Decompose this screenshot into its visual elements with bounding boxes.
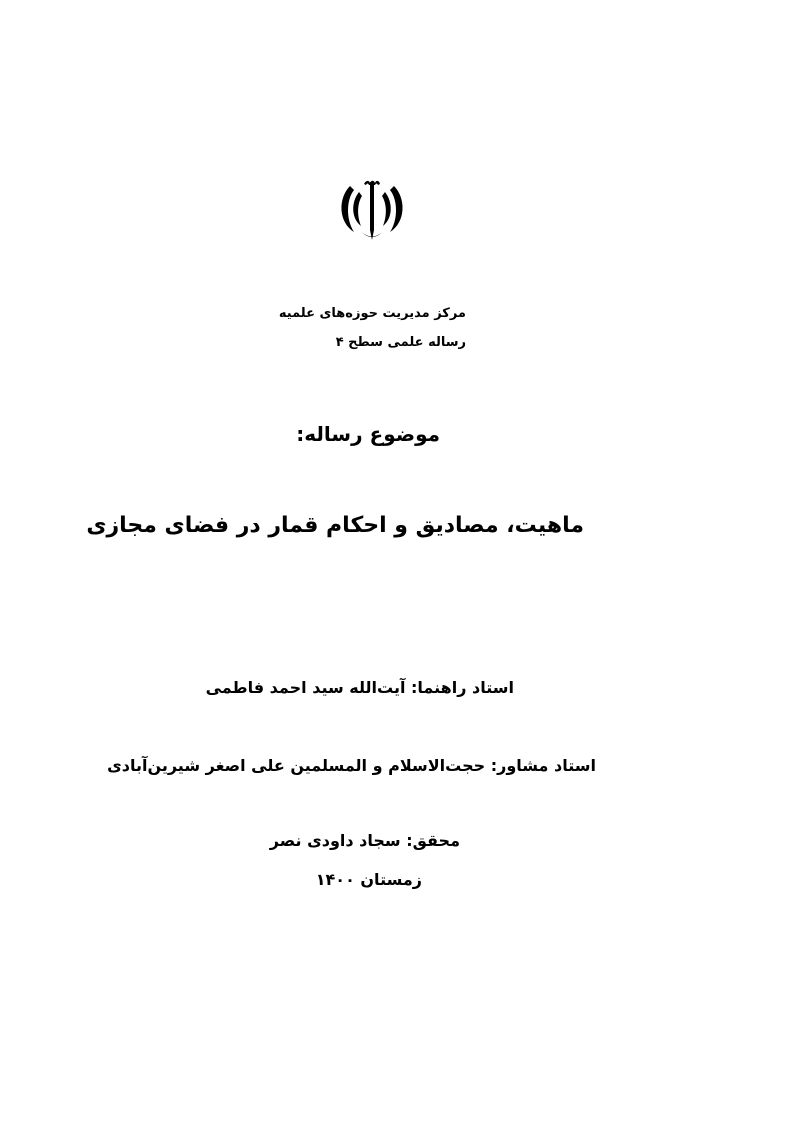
organization-name: مرکز مدیریت حوزه‌های علمیه bbox=[278, 306, 466, 321]
thesis-title: ماهیت، مصادیق و احکام قمار در فضای مجازی bbox=[86, 513, 584, 538]
supervisor-line: استاد راهنما: آیت‌الله سید احمد فاطمی bbox=[205, 678, 514, 697]
advisor-line: استاد مشاور: حجت‌الاسلام و المسلمین علی اصغر شیرین‌آبادی bbox=[107, 756, 596, 775]
iran-emblem-icon bbox=[338, 178, 406, 244]
date-line: زمستان ۱۴۰۰ bbox=[315, 870, 422, 889]
researcher-line: محقق: سجاد داودی نصر bbox=[269, 831, 460, 850]
subject-label: موضوع رساله: bbox=[296, 422, 440, 446]
thesis-level: رساله علمی سطح ۴ bbox=[335, 335, 466, 350]
